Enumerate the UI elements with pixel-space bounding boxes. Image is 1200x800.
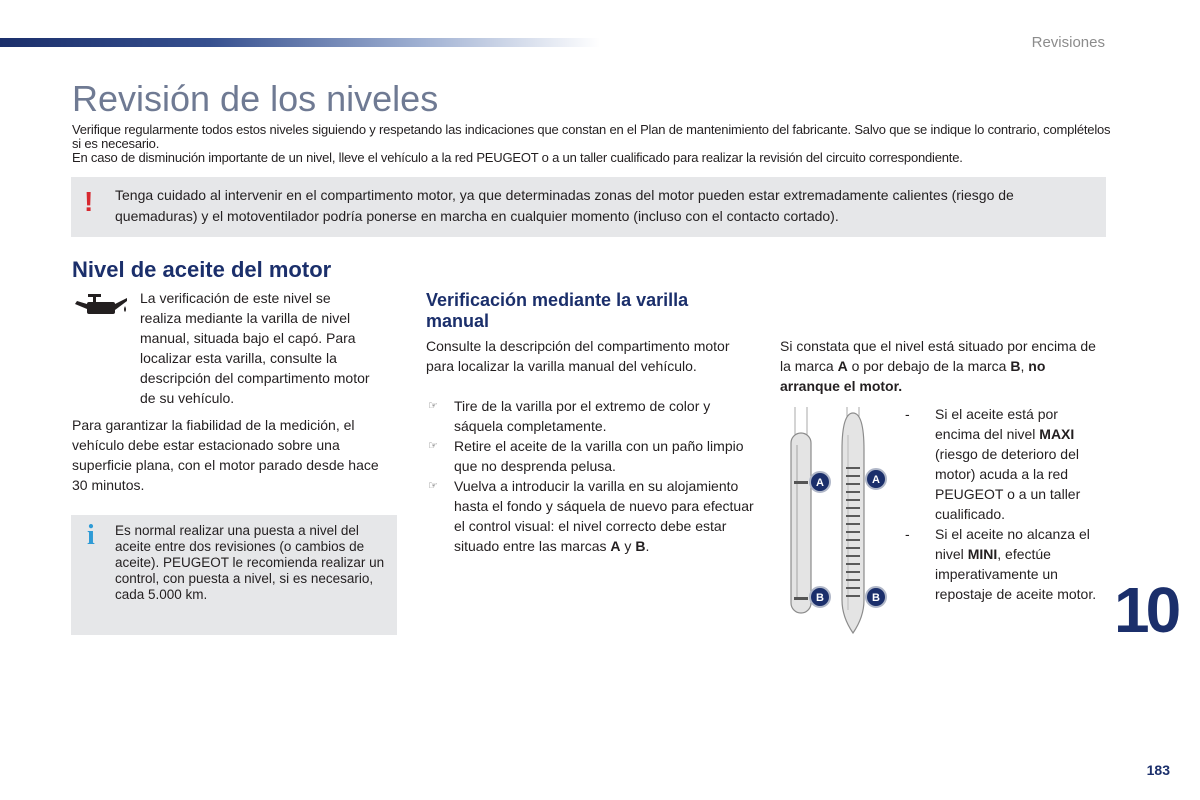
mark-a-label: A — [872, 474, 880, 486]
oil-intro-paragraph: La verificación de este nivel se realiza mediante la varilla de nivel manual, situada bajo el capó. Para localizar esta varilla, consulte la descripción del compartimento motor de su vehículo. — [140, 290, 370, 406]
section-label: Revisiones — [1031, 34, 1105, 51]
step-text: Tire de la varilla por el extremo de color y sáquela completamente. — [454, 398, 711, 434]
dash-marker: - — [905, 406, 910, 422]
intro-paragraph: Verifique regularmente todos estos niveles siguiendo y respetando las indicaciones que constan en el Plan de mantenimiento del fabricante. Salvo que se indique lo contrario, complételos si es necesario. — [72, 122, 1111, 151]
step-text: Retire el aceite de la varilla con un paño limpio que no desprenda pelusa. — [454, 438, 744, 474]
level-check-paragraph: Si constata que el nivel está situado por encima de la marca A o por debajo de la marca B, no arranque el motor. — [780, 338, 1096, 394]
oil-section-heading: Nivel de aceite del motor — [72, 257, 332, 282]
page-number: 183 — [1146, 762, 1170, 778]
dipstick-intro: Consulte la descripción del compartimento motor para localizar la varilla manual del vehículo. — [426, 338, 730, 374]
chapter-number: 10 — [1114, 574, 1178, 646]
list-item — [905, 524, 1105, 604]
oil-can-icon — [73, 292, 129, 322]
oil-measure-paragraph: Para garantizar la fiabilidad de la medición, el vehículo debe estar estacionado sobre una superficie plana, con el motor parado desde hace 30 minutos. — [72, 417, 379, 493]
pointing-hand-icon: ☞ — [428, 400, 438, 412]
info-icon: i — [87, 520, 95, 551]
dipstick-steps — [426, 396, 756, 556]
list-item — [426, 436, 756, 476]
action-text: Si el aceite está por encima del nivel MAXI (riesgo de deterioro del motor) acuda a la red PEUGEOT o a un taller cualificado. — [935, 406, 1081, 522]
intro-paragraph: En caso de disminución importante de un nivel, lleve el vehículo a la red PEUGEOT o a un taller cualificado para realizar la revisión del circuito correspondiente. — [72, 150, 963, 165]
step-text: Vuelva a introducir la varilla en su alojamiento hasta el fondo y sáquela de nuevo para efectuar el control visual: el nivel correcto debe estar situado entre las marcas A y B. — [454, 478, 754, 554]
intro-text — [72, 123, 1112, 165]
mark-a-label: A — [816, 477, 824, 489]
pointing-hand-icon: ☞ — [428, 440, 438, 452]
action-text: Si el aceite no alcanza el nivel MINI, efectúe imperativamente un repostaje de aceite motor. — [935, 526, 1097, 602]
list-item — [905, 404, 1105, 524]
list-item — [426, 396, 756, 436]
level-action-list — [905, 404, 1105, 604]
dipstick-heading: Verificación mediante la varilla manual — [426, 290, 689, 331]
mark-b-label: B — [872, 592, 880, 604]
info-text: Es normal realizar una puesta a nivel del aceite entre dos revisiones (o cambios de aceite). PEUGEOT le recomienda realizar un control, con puesta a nivel, si es necesario, cada 5.000 km. — [115, 523, 385, 602]
warning-text: Tenga cuidado al intervenir en el compartimento motor, ya que determinadas zonas del motor pueden estar extremadamente calientes (riesgo de quemaduras) y el motoventilador podría ponerse en marcha en cualquier momento (incluso con el contacto cortado). — [115, 187, 1014, 224]
header-accent-bar — [0, 38, 600, 47]
exclamation-icon: ! — [84, 186, 94, 217]
dash-marker: - — [905, 526, 910, 542]
dipstick-figure — [780, 405, 896, 637]
pointing-hand-icon: ☞ — [428, 480, 438, 492]
mark-b-label: B — [816, 592, 824, 604]
page-title: Revisión de los niveles — [72, 78, 439, 119]
list-item — [426, 476, 756, 556]
